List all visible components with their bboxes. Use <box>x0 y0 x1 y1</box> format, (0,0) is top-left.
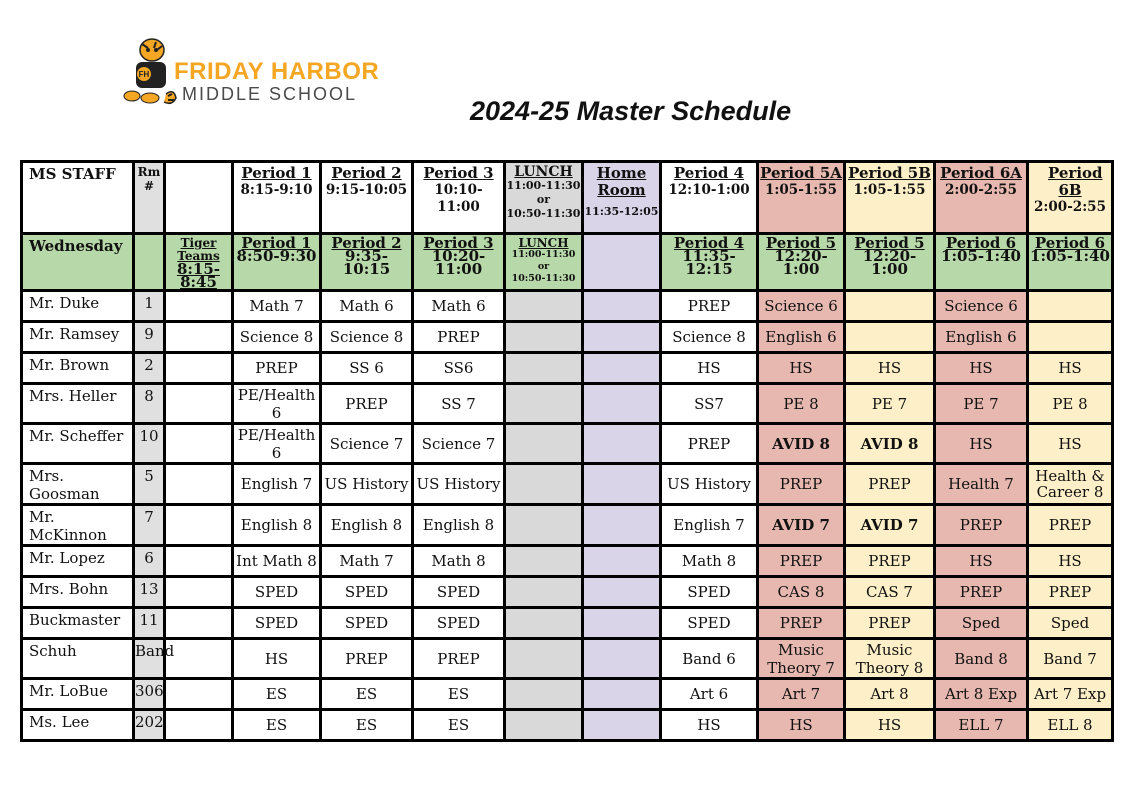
period6b-cell: Sped <box>1028 608 1113 639</box>
staff-header: MS STAFF <box>22 162 134 234</box>
wed-period2-header: Period 2 9:35-10:15 <box>321 234 413 291</box>
room-number-cell: 6 <box>134 546 165 577</box>
period3-cell: Math 6 <box>413 291 505 322</box>
wed-lunch-header: LUNCH 11:00-11:30 or 10:50-11:30 <box>505 234 583 291</box>
period6b-cell: PREP <box>1028 505 1113 546</box>
period6b-cell <box>1028 322 1113 353</box>
period2-cell: SPED <box>321 608 413 639</box>
homeroom-cell <box>583 291 661 322</box>
period1-cell: Science 8 <box>233 322 321 353</box>
lunch-header: LUNCH 11:00-11:30 or 10:50-11:30 <box>505 162 583 234</box>
tiger-teams-cell <box>165 291 233 322</box>
wed-period6b-header: Period 6 1:05-1:40 <box>1028 234 1113 291</box>
period3-cell: SPED <box>413 608 505 639</box>
period5b-cell: CAS 7 <box>845 577 935 608</box>
period6a-cell: Science 6 <box>935 291 1028 322</box>
period6a-cell: HS <box>935 546 1028 577</box>
staff-name-cell: Mrs. Heller <box>22 384 134 424</box>
homeroom-cell <box>583 546 661 577</box>
table-row <box>22 710 1113 741</box>
period3-cell: ES <box>413 679 505 710</box>
tiger-teams-cell <box>165 679 233 710</box>
period6a-cell: ELL 7 <box>935 710 1028 741</box>
room-number-cell: 5 <box>134 464 165 505</box>
period2-cell: ES <box>321 679 413 710</box>
period3-cell: Math 8 <box>413 546 505 577</box>
tiger-mascot-icon <box>122 36 178 108</box>
homeroom-cell <box>583 322 661 353</box>
wed-period1-header: Period 1 8:50-9:30 <box>233 234 321 291</box>
wed-homeroom-blank <box>583 234 661 291</box>
lunch-cell <box>505 464 583 505</box>
period5a-cell: English 6 <box>758 322 845 353</box>
period5a-cell: Science 6 <box>758 291 845 322</box>
period5a-cell: Art 7 <box>758 679 845 710</box>
period1-cell: English 8 <box>233 505 321 546</box>
staff-name-cell: Mr. Lopez <box>22 546 134 577</box>
period6b-cell: HS <box>1028 353 1113 384</box>
period5b-header: Period 5B 1:05-1:55 <box>845 162 935 234</box>
period3-cell: PREP <box>413 322 505 353</box>
room-number-cell: 2 <box>134 353 165 384</box>
period6a-cell: Art 8 Exp <box>935 679 1028 710</box>
tiger-teams-cell <box>165 608 233 639</box>
period6a-cell: Band 8 <box>935 639 1028 679</box>
wednesday-room-blank <box>134 234 165 291</box>
period6b-cell <box>1028 291 1113 322</box>
period5b-cell: HS <box>845 710 935 741</box>
period6b-cell: PREP <box>1028 577 1113 608</box>
wed-period4-header: Period 4 11:35-12:15 <box>661 234 758 291</box>
lunch-cell <box>505 353 583 384</box>
staff-name-cell: Mr. Brown <box>22 353 134 384</box>
period5b-cell: Music Theory 8 <box>845 639 935 679</box>
tiger-teams-cell <box>165 710 233 741</box>
lunch-cell <box>505 679 583 710</box>
table-row <box>22 679 1113 710</box>
homeroom-cell <box>583 608 661 639</box>
period1-cell: ES <box>233 679 321 710</box>
period2-cell: English 8 <box>321 505 413 546</box>
tiger-teams-cell <box>165 639 233 679</box>
period6a-cell: PREP <box>935 577 1028 608</box>
period5b-cell: AVID 7 <box>845 505 935 546</box>
period2-cell: PREP <box>321 384 413 424</box>
period3-cell: ES <box>413 710 505 741</box>
table-row <box>22 291 1113 322</box>
period5b-cell: HS <box>845 353 935 384</box>
header-row <box>22 162 1113 234</box>
lunch-cell <box>505 608 583 639</box>
room-number-cell: 9 <box>134 322 165 353</box>
period5a-cell: PREP <box>758 464 845 505</box>
staff-name-cell: Mr. Scheffer <box>22 424 134 464</box>
table-row <box>22 608 1113 639</box>
period5b-cell: Art 8 <box>845 679 935 710</box>
wed-period5a-header: Period 5 12:20-1:00 <box>758 234 845 291</box>
period3-cell: SS 7 <box>413 384 505 424</box>
period3-cell: Science 7 <box>413 424 505 464</box>
period5a-cell: CAS 8 <box>758 577 845 608</box>
lunch-cell <box>505 710 583 741</box>
staff-name-cell: Schuh <box>22 639 134 679</box>
period5a-cell: AVID 7 <box>758 505 845 546</box>
staff-name-cell: Mr. Ramsey <box>22 322 134 353</box>
logo-title: FRIDAY HARBOR <box>174 58 380 85</box>
period5b-cell: AVID 8 <box>845 424 935 464</box>
staff-name-cell: Ms. Lee <box>22 710 134 741</box>
homeroom-cell <box>583 639 661 679</box>
wednesday-row <box>22 234 1113 291</box>
period5a-cell: PE 8 <box>758 384 845 424</box>
period3-cell: US History <box>413 464 505 505</box>
svg-text:FH: FH <box>138 70 150 79</box>
period5b-cell: PREP <box>845 608 935 639</box>
period4-cell: Band 6 <box>661 639 758 679</box>
period5a-cell: Music Theory 7 <box>758 639 845 679</box>
room-number-cell: 10 <box>134 424 165 464</box>
period1-cell: Int Math 8 <box>233 546 321 577</box>
period4-cell: Math 8 <box>661 546 758 577</box>
period1-header: Period 1 8:15-9:10 <box>233 162 321 234</box>
period5b-cell: PE 7 <box>845 384 935 424</box>
schedule-body <box>22 291 1113 741</box>
period6a-cell: Sped <box>935 608 1028 639</box>
period2-cell: SS 6 <box>321 353 413 384</box>
period2-cell: Science 8 <box>321 322 413 353</box>
table-row <box>22 322 1113 353</box>
lunch-cell <box>505 291 583 322</box>
table-row <box>22 639 1113 679</box>
period6b-cell: ELL 8 <box>1028 710 1113 741</box>
period4-cell: Art 6 <box>661 679 758 710</box>
period3-cell: SS6 <box>413 353 505 384</box>
period6b-cell: Band 7 <box>1028 639 1113 679</box>
tiger-teams-cell <box>165 546 233 577</box>
master-schedule-table <box>20 160 1114 742</box>
staff-name-cell: Mr. Duke <box>22 291 134 322</box>
homeroom-cell <box>583 384 661 424</box>
period6b-header: Period 6B 2:00-2:55 <box>1028 162 1113 234</box>
lunch-cell <box>505 424 583 464</box>
period4-cell: PREP <box>661 424 758 464</box>
logo-subtitle: MIDDLE SCHOOL <box>182 84 358 104</box>
lunch-cell <box>505 505 583 546</box>
period4-header: Period 4 12:10-1:00 <box>661 162 758 234</box>
period4-cell: Science 8 <box>661 322 758 353</box>
period2-cell: SPED <box>321 577 413 608</box>
period3-cell: English 8 <box>413 505 505 546</box>
period6a-cell: HS <box>935 353 1028 384</box>
period1-cell: SPED <box>233 577 321 608</box>
period1-cell: PREP <box>233 353 321 384</box>
period5a-cell: PREP <box>758 546 845 577</box>
room-header: Rm # <box>134 162 165 234</box>
period4-cell: SPED <box>661 577 758 608</box>
blank-header <box>165 162 233 234</box>
room-number-cell: 306 <box>134 679 165 710</box>
period1-cell: ES <box>233 710 321 741</box>
wed-period5b-header: Period 5 12:20-1:00 <box>845 234 935 291</box>
wed-period6a-header: Period 6 1:05-1:40 <box>935 234 1028 291</box>
period6a-cell: PE 7 <box>935 384 1028 424</box>
period4-cell: US History <box>661 464 758 505</box>
lunch-cell <box>505 639 583 679</box>
period5a-cell: HS <box>758 710 845 741</box>
period3-header: Period 3 10:10-11:00 <box>413 162 505 234</box>
lunch-cell <box>505 322 583 353</box>
period4-cell: SPED <box>661 608 758 639</box>
room-number-cell: 8 <box>134 384 165 424</box>
period5b-cell: PREP <box>845 546 935 577</box>
homeroom-header: Home Room 11:35-12:05 <box>583 162 661 234</box>
homeroom-cell <box>583 424 661 464</box>
period5a-cell: AVID 8 <box>758 424 845 464</box>
period2-header: Period 2 9:15-10:05 <box>321 162 413 234</box>
period3-cell: PREP <box>413 639 505 679</box>
homeroom-cell <box>583 505 661 546</box>
period6b-cell: PE 8 <box>1028 384 1113 424</box>
homeroom-cell <box>583 710 661 741</box>
period6b-cell: HS <box>1028 424 1113 464</box>
staff-name-cell: Buckmaster <box>22 608 134 639</box>
staff-name-cell: Mrs. Goosman <box>22 464 134 505</box>
period6a-cell: PREP <box>935 505 1028 546</box>
period4-cell: HS <box>661 353 758 384</box>
lunch-cell <box>505 546 583 577</box>
room-number-cell: 13 <box>134 577 165 608</box>
period1-cell: PE/Health 6 <box>233 424 321 464</box>
period2-cell: Math 6 <box>321 291 413 322</box>
period1-cell: English 7 <box>233 464 321 505</box>
tiger-teams-header: Tiger Teams 8:15-8:45 <box>165 234 233 291</box>
period5a-cell: HS <box>758 353 845 384</box>
homeroom-cell <box>583 464 661 505</box>
period5a-cell: PREP <box>758 608 845 639</box>
period6b-cell: Art 7 Exp <box>1028 679 1113 710</box>
period4-cell: HS <box>661 710 758 741</box>
table-row <box>22 464 1113 505</box>
table-row <box>22 353 1113 384</box>
period3-cell: SPED <box>413 577 505 608</box>
room-number-cell: 1 <box>134 291 165 322</box>
period4-cell: PREP <box>661 291 758 322</box>
room-number-cell: 7 <box>134 505 165 546</box>
period2-cell: Science 7 <box>321 424 413 464</box>
period4-cell: English 7 <box>661 505 758 546</box>
period5a-header: Period 5A 1:05-1:55 <box>758 162 845 234</box>
period4-cell: SS7 <box>661 384 758 424</box>
homeroom-cell <box>583 577 661 608</box>
wednesday-label: Wednesday <box>22 234 134 291</box>
table-row <box>22 577 1113 608</box>
tiger-teams-cell <box>165 353 233 384</box>
room-number-cell: Band <box>134 639 165 679</box>
period1-cell: PE/Health 6 <box>233 384 321 424</box>
period5b-cell <box>845 291 935 322</box>
page-title: 2024-25 Master Schedule <box>470 96 792 126</box>
table-row <box>22 505 1113 546</box>
tiger-teams-cell <box>165 505 233 546</box>
period1-cell: SPED <box>233 608 321 639</box>
period2-cell: PREP <box>321 639 413 679</box>
tiger-teams-cell <box>165 424 233 464</box>
period2-cell: US History <box>321 464 413 505</box>
lunch-cell <box>505 384 583 424</box>
lunch-cell <box>505 577 583 608</box>
period1-cell: Math 7 <box>233 291 321 322</box>
period5b-cell <box>845 322 935 353</box>
room-number-cell: 202 <box>134 710 165 741</box>
homeroom-cell <box>583 353 661 384</box>
staff-name-cell: Mrs. Bohn <box>22 577 134 608</box>
staff-name-cell: Mr. LoBue <box>22 679 134 710</box>
period6a-header: Period 6A 2:00-2:55 <box>935 162 1028 234</box>
period6a-cell: HS <box>935 424 1028 464</box>
tiger-teams-cell <box>165 384 233 424</box>
staff-name-cell: Mr. McKinnon <box>22 505 134 546</box>
tiger-teams-cell <box>165 577 233 608</box>
table-row <box>22 384 1113 424</box>
table-row <box>22 424 1113 464</box>
period1-cell: HS <box>233 639 321 679</box>
tiger-teams-cell <box>165 464 233 505</box>
period6a-cell: Health 7 <box>935 464 1028 505</box>
period6a-cell: English 6 <box>935 322 1028 353</box>
room-number-cell: 11 <box>134 608 165 639</box>
table-row <box>22 546 1113 577</box>
tiger-teams-cell <box>165 322 233 353</box>
homeroom-cell <box>583 679 661 710</box>
period5b-cell: PREP <box>845 464 935 505</box>
period2-cell: Math 7 <box>321 546 413 577</box>
period2-cell: ES <box>321 710 413 741</box>
period6b-cell: Health & Career 8 <box>1028 464 1113 505</box>
period6b-cell: HS <box>1028 546 1113 577</box>
school-logo <box>122 36 422 108</box>
wed-period3-header: Period 3 10:20-11:00 <box>413 234 505 291</box>
